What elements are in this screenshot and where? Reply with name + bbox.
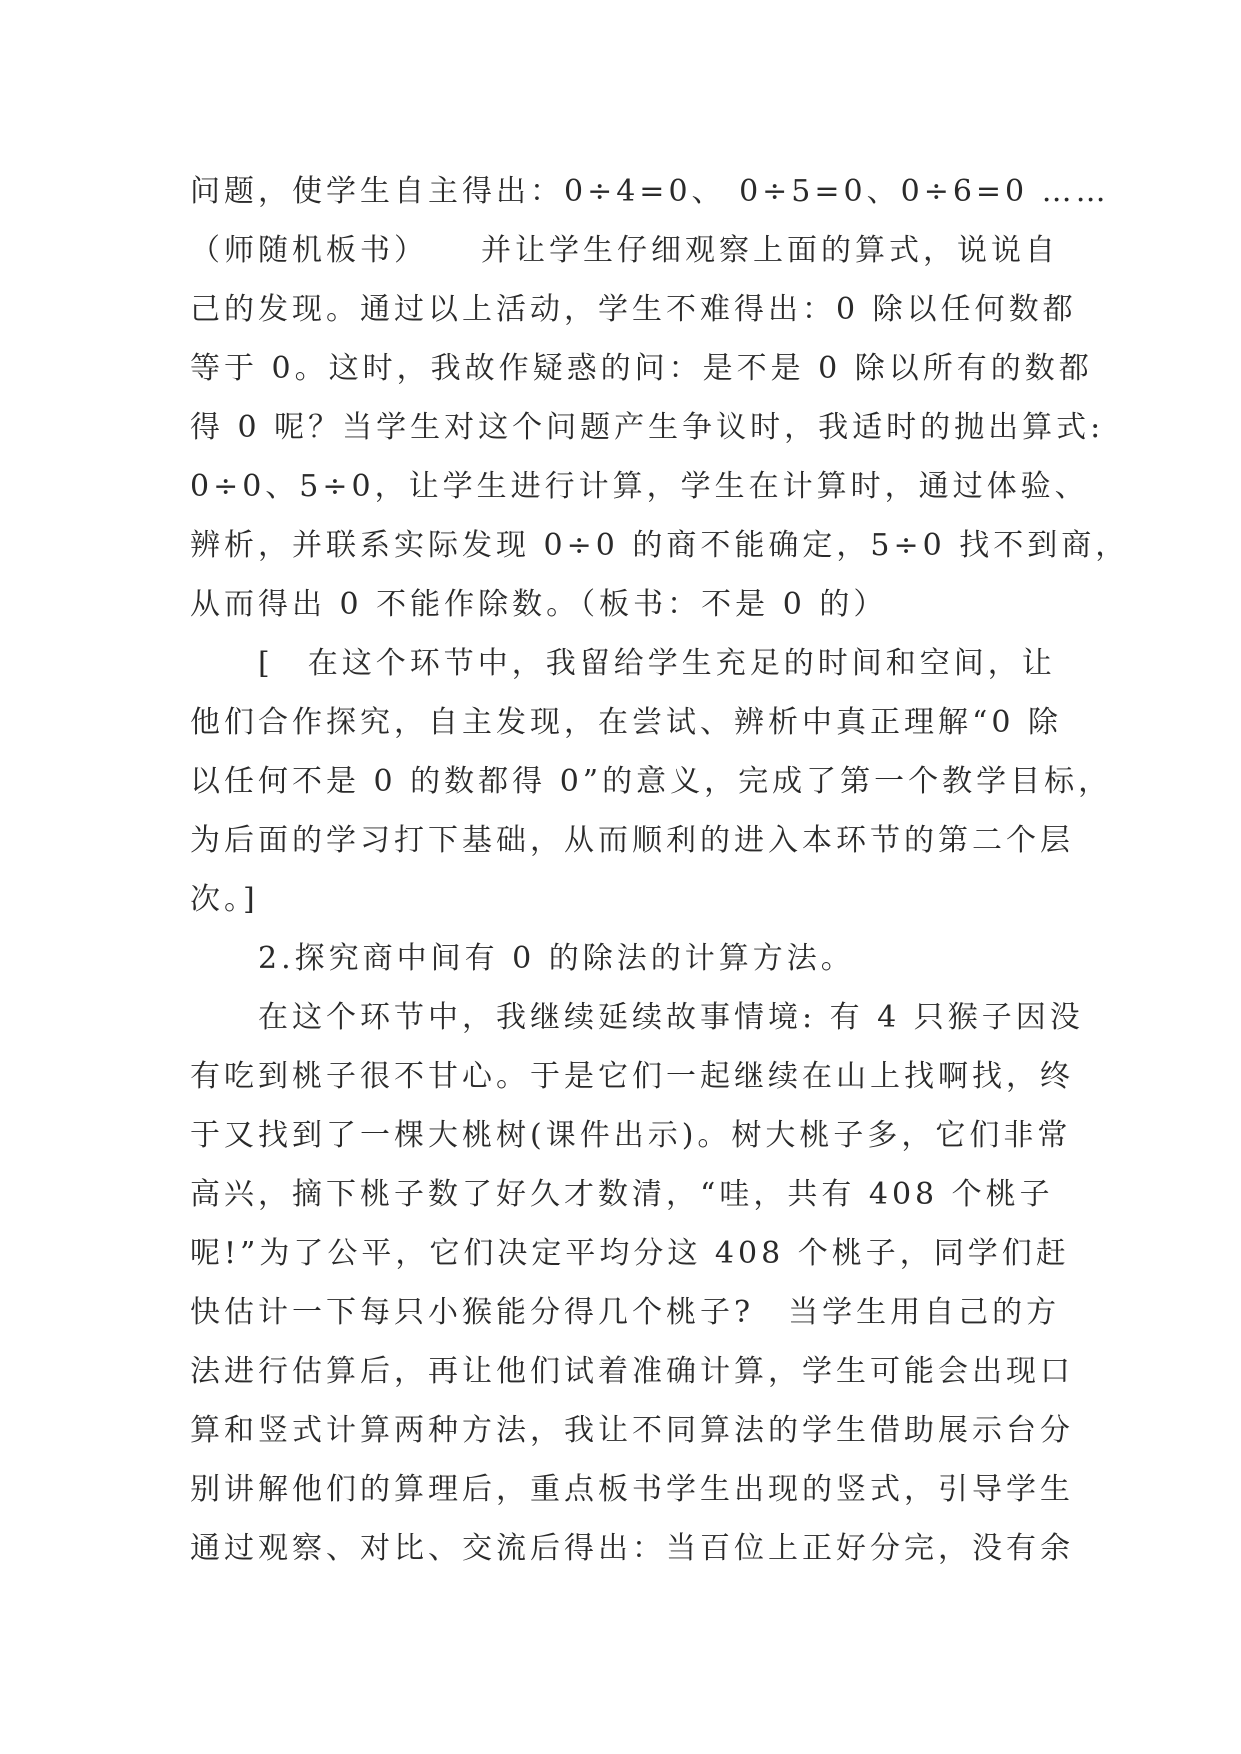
text-line: 算和竖式计算两种方法，我让不同算法的学生借助展示台分 (190, 1413, 1074, 1448)
text-line: 辨析，并联系实际发现 0÷0 的商不能确定，5÷0 找不到商， (190, 528, 1130, 563)
text-line: 快估计一下每只小猴能分得几个桃子? 当学生用自己的方 (190, 1295, 1061, 1330)
text-line: 得 0 呢？当学生对这个问题产生争议时，我适时的抛出算式: (190, 410, 1105, 445)
text-line: 法进行估算后，再让他们试着准确计算，学生可能会出现口 (190, 1354, 1074, 1389)
text-line: 从而得出 0 不能作除数。（板书：不是 0 的） (190, 587, 888, 622)
text-line: 等于 0。这时，我故作疑惑的问：是不是 0 除以所有的数都 (190, 351, 1093, 386)
body-text (190, 162, 1130, 1578)
text-line: 己的发现。通过以上活动，学生不难得出：0 除以任何数都 (190, 292, 1077, 327)
text-line: [ 在这个环节中，我留给学生充足的时间和空间，让 (190, 646, 1056, 681)
text-line: 以任何不是 0 的数都得 0”的意义，完成了第一个教学目标， (190, 764, 1113, 799)
text-line: 高兴，摘下桃子数了好久才数清，“哇，共有 408 个桃子 (190, 1177, 1054, 1212)
text-line: 有吃到桃子很不甘心。于是它们一起继续在山上找啊找，终 (190, 1059, 1074, 1094)
text-line: 于又找到了一棵大桃树(课件出示)。树大桃子多，它们非常 (190, 1118, 1072, 1153)
text-line: 通过观察、对比、交流后得出：当百位上正好分完，没有余 (190, 1531, 1074, 1566)
text-line: 0÷0、5÷0，让学生进行计算，学生在计算时，通过体验、 (190, 469, 1089, 504)
text-line: 问题，使学生自主得出：0÷4=0、 0÷5=0、0÷6=0 …… (190, 174, 1110, 209)
text-line: 他们合作探究，自主发现，在尝试、辨析中真正理解“0 除 (190, 705, 1062, 740)
text-line: 为后面的学习打下基础，从而顺利的进入本环节的第二个层 (190, 823, 1074, 858)
text-line: （师随机板书） 并让学生仔细观察上面的算式，说说自 (190, 233, 1059, 268)
text-line: 呢!”为了公平，它们决定平均分这 408 个桃子，同学们赶 (190, 1236, 1070, 1271)
text-line: 2.探究商中间有 0 的除法的计算方法。 (190, 941, 855, 976)
text-line: 次。] (190, 882, 259, 917)
text-line: 在这个环节中，我继续延续故事情境: 有 4 只猴子因没 (190, 1000, 1084, 1035)
text-line: 别讲解他们的算理后，重点板书学生出现的竖式，引导学生 (190, 1472, 1074, 1507)
